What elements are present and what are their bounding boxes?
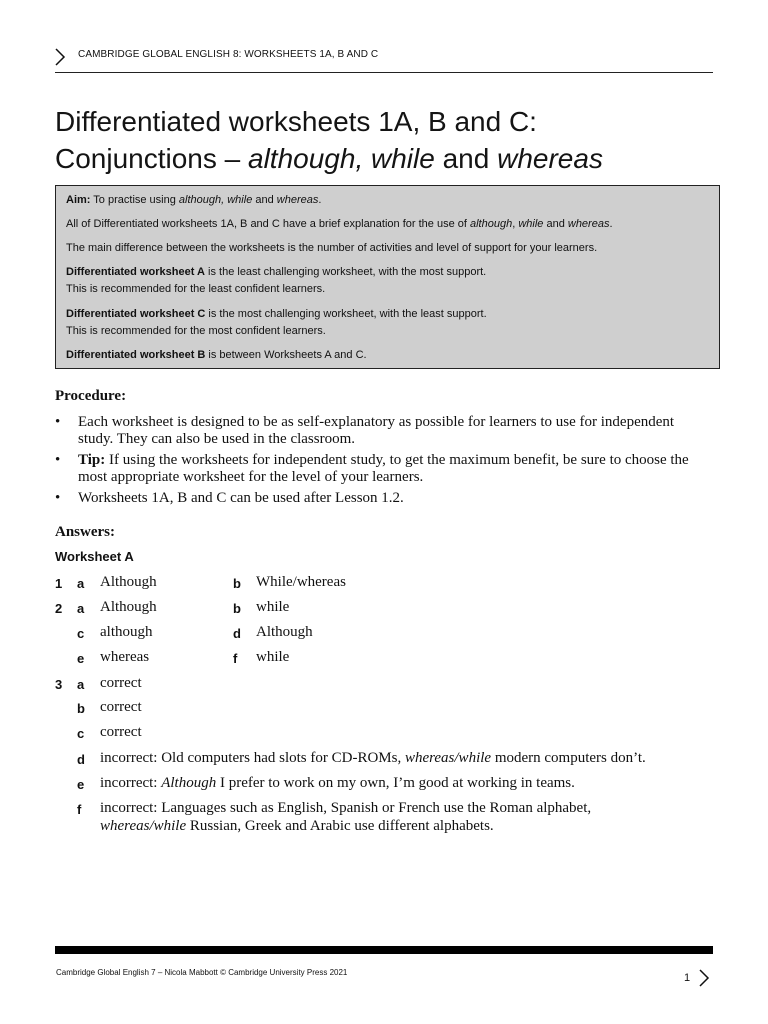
answer-text: Although	[100, 574, 157, 590]
answer-letter: f	[77, 802, 82, 817]
answer-letter: e	[77, 777, 85, 792]
answer-text: incorrect: Languages such as English, Spanish or French use the Roman alphabet,	[100, 800, 592, 816]
answer-letter: b	[233, 601, 241, 616]
worksheet-a-heading: Worksheet A	[55, 549, 134, 564]
procedure-heading: Procedure:	[55, 388, 127, 404]
header-divider	[55, 72, 713, 73]
answer-letter: a	[77, 576, 85, 591]
answer-letter: a	[77, 677, 85, 692]
answer-text: incorrect: Old computers had slots for CD-ROMs, whereas/while modern computers don’t.	[100, 750, 646, 766]
answer-text: while	[256, 599, 290, 615]
answer-text: correct	[100, 675, 142, 691]
page-title-line2: Conjunctions – although, while and whereas	[55, 143, 603, 174]
answer-text: correct	[100, 724, 142, 740]
all-worksheets-line: All of Differentiated worksheets 1A, B and C have a brief explanation for the use of although, while and whereas.	[66, 218, 613, 230]
answer-text: incorrect: Although I prefer to work on my own, I’m good at working in teams.	[100, 775, 575, 791]
answer-letter: d	[233, 626, 241, 641]
answer-text: While/whereas	[256, 574, 346, 590]
question-number: 3	[55, 677, 63, 692]
answer-text: Although	[100, 599, 157, 615]
answer-letter: b	[77, 701, 85, 716]
question-number: 2	[55, 601, 63, 616]
running-header: CAMBRIDGE GLOBAL ENGLISH 8: WORKSHEETS 1A, B AND C	[78, 49, 379, 60]
answer-text: although	[100, 624, 153, 640]
footer-copyright: Cambridge Global English 7 – Nicola Mabbott © Cambridge University Press 2021	[56, 968, 348, 977]
answer-letter: a	[77, 601, 85, 616]
answer-letter: f	[233, 651, 238, 666]
answer-text: correct	[100, 699, 142, 715]
answer-letter: c	[77, 726, 85, 741]
footer-bar	[55, 946, 713, 954]
page-number: 1	[684, 972, 691, 984]
aim-box	[55, 185, 720, 369]
answer-letter: e	[77, 651, 85, 666]
aim-line: Aim: To practise using although, while and whereas.	[66, 194, 322, 206]
worksheet-c-recommendation: This is recommended for the most confident learners.	[66, 325, 326, 337]
answer-text: while	[256, 649, 290, 665]
answer-letter: b	[233, 576, 241, 591]
worksheet-a-recommendation: This is recommended for the least confident learners.	[66, 283, 326, 295]
answer-letter: d	[77, 752, 85, 767]
answers-heading: Answers:	[55, 524, 115, 540]
worksheet-b-line: Differentiated worksheet B is between Worksheets A and C.	[66, 349, 367, 361]
main-difference-line: The main difference between the worksheets is the number of activities and level of support for your learners.	[66, 242, 598, 254]
worksheet-a-line: Differentiated worksheet A is the least challenging worksheet, with the most support.	[66, 266, 487, 278]
answer-text: whereas	[100, 649, 150, 665]
question-number: 1	[55, 576, 63, 591]
answer-letter: c	[77, 626, 85, 641]
page-title-line1: Differentiated worksheets 1A, B and C:	[55, 106, 537, 137]
answer-text: Although	[256, 624, 313, 640]
chevron-right-icon	[697, 968, 711, 988]
chevron-right-icon	[53, 47, 67, 67]
worksheet-c-line: Differentiated worksheet C is the most challenging worksheet, with the least support.	[66, 308, 487, 320]
answer-text-continued: whereas/while Russian, Greek and Arabic use different alphabets.	[100, 818, 494, 834]
